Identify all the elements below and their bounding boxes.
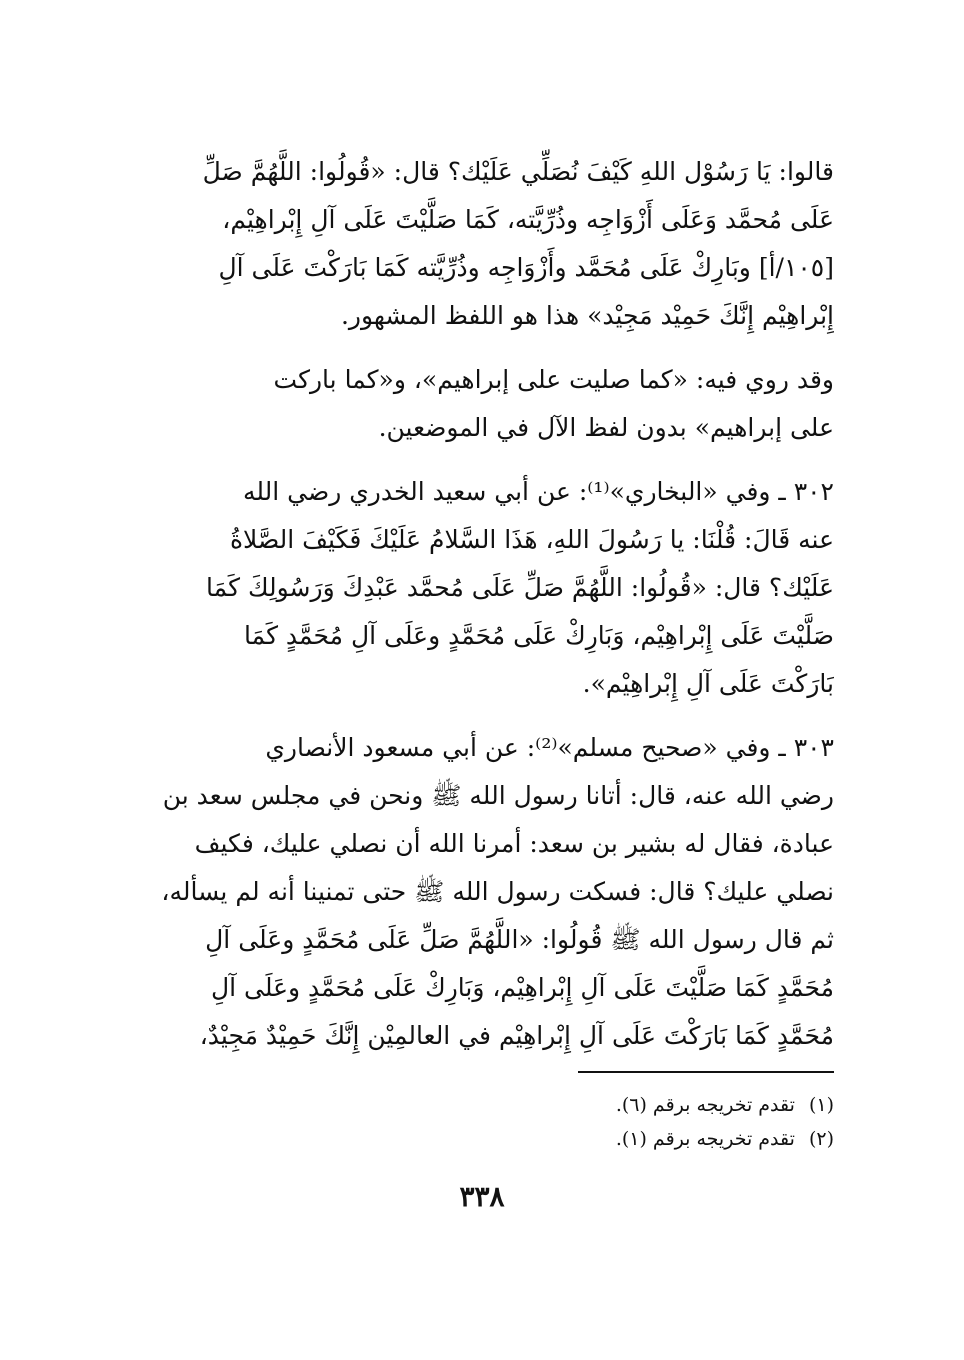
text-line: إِبْراهِيْم إِنَّكَ حَمِيْد مَجِيْد» هذا هو اللفظ المشهور. [340, 301, 834, 330]
text-line: على إبراهيم» بدون لفظ الآل في الموضعين. [378, 413, 834, 442]
page-number: ٣٣٨ [459, 1180, 505, 1213]
text-line: مُحَمَّدٍ كَمَا بَارَكْتَ عَلَى آلِ إِبْراهِيْم في العالمِيْن إِنَّكَ حَمِيْدٌ مَجِيْدٌ، [199, 1021, 834, 1050]
footnote-1 [500, 1088, 834, 1122]
text-line: نصلي عليك؟ قال: فسكت رسول الله ﷺ حتى تمنينا أنه لم يسأله، [161, 877, 834, 906]
footnote-2 [500, 1122, 834, 1156]
text-line: مُحَمَّدٍ كَمَا صَلَّيْتَ عَلَى آلِ إِبْراهِيْم، وَبَارِكْ عَلَى مُحَمَّدٍ وعَلَى آلِ [210, 973, 834, 1002]
text-line: ثم قال رسول الله ﷺ قُولُوا: «اللَّهُمَّ صَلِّ عَلَى مُحَمَّدٍ وعَلَى آلِ [205, 925, 834, 954]
paragraph-hadith-303 [134, 724, 834, 1060]
footnote-divider [578, 1071, 834, 1073]
text-line: [١٠٥/أ] وبَارِكْ عَلَى مُحَمَّد وأَزْوَاجِه وذُرِّيَّته كَمَا بَارَكْتَ عَلَى آلِ [218, 253, 834, 282]
footnote-text: تقدم تخريجه برقم (١). [615, 1128, 795, 1150]
footnotes [500, 1088, 834, 1156]
text-line: ٣٠٢ ـ وفي «البخاري»⁽¹⁾: عن أبي سعيد الخدري رضي الله [242, 477, 834, 506]
text-line: عَلَى مُحمَّد وَعَلَى أَزْوَاجِه وذُرِّيَّته، كَمَا صَلَّيْتَ عَلَى آلِ إِبْراهِيْم، [222, 205, 834, 234]
text-line: قالوا: يَا رَسُوْل اللهِ كَيْفَ نُصَلِّي عَلَيْك؟ قال: «قُولُوا: اللَّهُمَّ صَلِّ [202, 157, 834, 186]
paragraph-hadith-302 [134, 468, 834, 708]
text-line: عبادة، فقال له بشير بن سعد: أمرنا الله أن نصلي عليك، فكيف [194, 829, 834, 858]
paragraph-1 [134, 148, 834, 340]
text-line: صَلَّيْتَ عَلَى إِبْراهِيْم، وَبَارِكْ عَلَى مُحَمَّدٍ وعَلَى آلِ مُحَمَّدٍ كَمَا [244, 621, 834, 650]
text-line: عَلَيْك؟ قال: «قُولُوا: اللَّهُمَّ صَلِّ عَلَى مُحمَّد عَبْدِكَ وَرَسُولِكَ كَمَا [206, 573, 834, 602]
paragraph-2 [134, 356, 834, 452]
main-text [134, 148, 834, 1076]
footnote-number: (١) [808, 1094, 834, 1116]
text-line: رضي الله عنه، قال: أتانا رسول الله ﷺ ونحن في مجلس سعد بن [162, 781, 834, 810]
footnote-text: تقدم تخريجه برقم (٦). [615, 1094, 795, 1116]
footnote-number: (٢) [808, 1128, 834, 1150]
text-line: عنه قَالَ: قُلْنَا: يا رَسُولَ اللهِ، هَذَا السَّلامُ عَلَيْكَ فَكَيْفَ الصَّلاةُ [229, 525, 834, 554]
text-line: بَارَكْتَ عَلَى آلِ إِبْراهِيْم». [582, 669, 834, 698]
text-line: ٣٠٣ ـ وفي «صحيح مسلم»⁽²⁾: عن أبي مسعود الأنصاري [265, 733, 834, 762]
text-line: وقد روي فيه: «كما صليت على إبراهيم»، و«كما باركت [273, 365, 834, 394]
